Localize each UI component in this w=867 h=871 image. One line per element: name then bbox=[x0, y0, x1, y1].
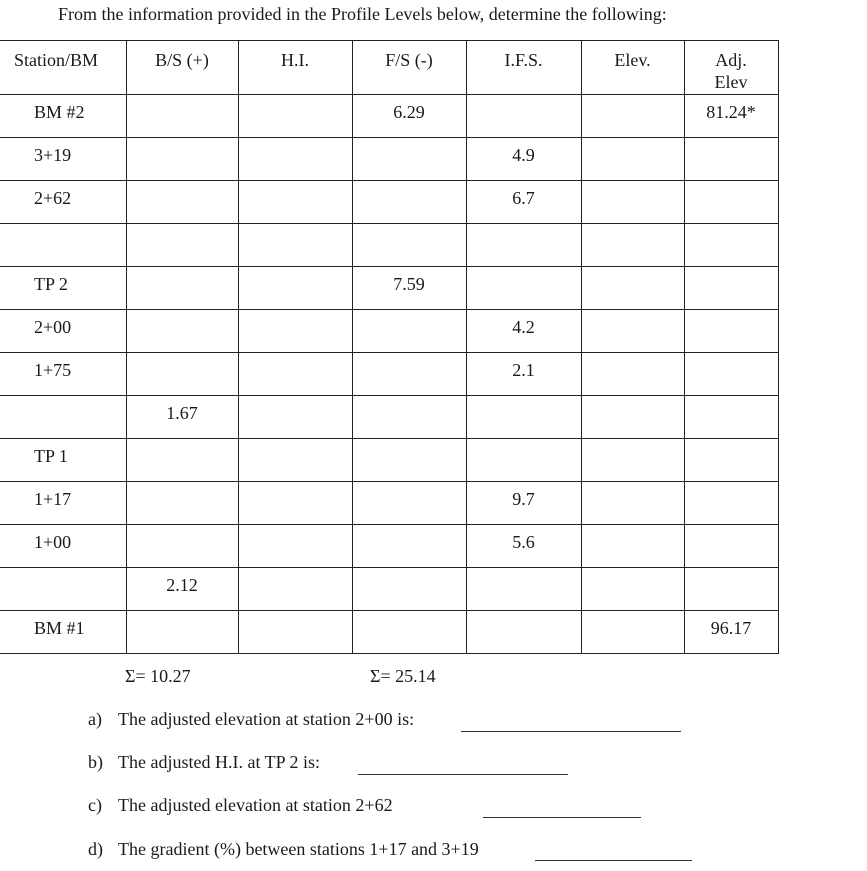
table-row bbox=[0, 611, 778, 654]
table-row bbox=[0, 224, 778, 267]
station-cell: TP 2 bbox=[0, 267, 126, 310]
bs-cell bbox=[126, 482, 238, 525]
hi-cell bbox=[238, 310, 352, 353]
answer-b-blank[interactable] bbox=[358, 774, 568, 775]
station-cell: TP 1 bbox=[0, 439, 126, 482]
hi-cell bbox=[238, 482, 352, 525]
adj-elev-cell bbox=[684, 439, 778, 482]
fs-cell: 6.29 bbox=[352, 95, 466, 138]
station-cell bbox=[0, 396, 126, 439]
station-cell: 1+75 bbox=[0, 353, 126, 396]
profile-levels-table bbox=[0, 40, 779, 654]
ifs-cell bbox=[466, 439, 581, 482]
station-cell: 1+00 bbox=[0, 525, 126, 568]
bs-cell bbox=[126, 525, 238, 568]
header-fs: F/S (-) bbox=[352, 41, 466, 95]
adj-elev-cell bbox=[684, 525, 778, 568]
fs-cell bbox=[352, 482, 466, 525]
adj-elev-cell: 96.17 bbox=[684, 611, 778, 654]
hi-cell bbox=[238, 611, 352, 654]
bs-cell bbox=[126, 138, 238, 181]
hi-cell bbox=[238, 353, 352, 396]
adj-elev-cell bbox=[684, 224, 778, 267]
fs-cell bbox=[352, 310, 466, 353]
table-row bbox=[0, 525, 778, 568]
bs-sum: Σ= 10.27 bbox=[125, 666, 191, 686]
table-row bbox=[0, 396, 778, 439]
table-row bbox=[0, 267, 778, 310]
ifs-cell bbox=[466, 95, 581, 138]
station-cell bbox=[0, 224, 126, 267]
table-row bbox=[0, 138, 778, 181]
elev-cell bbox=[581, 181, 684, 224]
table-row bbox=[0, 181, 778, 224]
adj-elev-cell bbox=[684, 181, 778, 224]
station-cell: 1+17 bbox=[0, 482, 126, 525]
header-elev: Elev. bbox=[581, 41, 684, 95]
question-d-letter: d) bbox=[88, 839, 103, 859]
adj-elev-cell bbox=[684, 310, 778, 353]
station-cell: BM #1 bbox=[0, 611, 126, 654]
fs-cell bbox=[352, 181, 466, 224]
adj-elev-cell bbox=[684, 568, 778, 611]
question-d-text: The gradient (%) between stations 1+17 and 3+19 bbox=[118, 839, 479, 859]
bs-cell bbox=[126, 224, 238, 267]
fs-sum: Σ= 25.14 bbox=[370, 666, 436, 686]
bs-cell: 2.12 bbox=[126, 568, 238, 611]
elev-cell bbox=[581, 95, 684, 138]
bs-cell bbox=[126, 181, 238, 224]
header-adj-elev-line1: Adj. bbox=[715, 50, 747, 70]
fs-cell bbox=[352, 224, 466, 267]
ifs-cell: 2.1 bbox=[466, 353, 581, 396]
hi-cell bbox=[238, 568, 352, 611]
hi-cell bbox=[238, 95, 352, 138]
question-a bbox=[88, 709, 414, 730]
hi-cell bbox=[238, 525, 352, 568]
table-row bbox=[0, 439, 778, 482]
header-adj-elev-line2: Elev bbox=[714, 72, 748, 92]
question-c bbox=[88, 795, 393, 816]
question-a-letter: a) bbox=[88, 709, 102, 729]
table-row bbox=[0, 95, 778, 138]
hi-cell bbox=[238, 396, 352, 439]
fs-cell bbox=[352, 611, 466, 654]
bs-cell bbox=[126, 439, 238, 482]
question-d bbox=[88, 839, 479, 860]
adj-elev-cell bbox=[684, 267, 778, 310]
hi-cell bbox=[238, 267, 352, 310]
adj-elev-cell bbox=[684, 138, 778, 181]
hi-cell bbox=[238, 439, 352, 482]
ifs-cell bbox=[466, 611, 581, 654]
header-station: Station/BM bbox=[0, 41, 126, 95]
fs-cell bbox=[352, 439, 466, 482]
adj-elev-cell bbox=[684, 396, 778, 439]
table-row bbox=[0, 568, 778, 611]
elev-cell bbox=[581, 525, 684, 568]
bs-cell bbox=[126, 267, 238, 310]
station-cell: 2+62 bbox=[0, 181, 126, 224]
header-hi: H.I. bbox=[238, 41, 352, 95]
elev-cell bbox=[581, 568, 684, 611]
header-adj-elev bbox=[684, 41, 778, 95]
station-cell: 2+00 bbox=[0, 310, 126, 353]
table-row bbox=[0, 310, 778, 353]
fs-cell bbox=[352, 568, 466, 611]
elev-cell bbox=[581, 482, 684, 525]
bs-cell bbox=[126, 611, 238, 654]
elev-cell bbox=[581, 224, 684, 267]
elev-cell bbox=[581, 138, 684, 181]
elev-cell bbox=[581, 353, 684, 396]
adj-elev-cell bbox=[684, 353, 778, 396]
adj-elev-cell bbox=[684, 482, 778, 525]
fs-cell bbox=[352, 138, 466, 181]
header-bs: B/S (+) bbox=[126, 41, 238, 95]
fs-cell bbox=[352, 525, 466, 568]
answer-d-blank[interactable] bbox=[535, 860, 692, 861]
elev-cell bbox=[581, 310, 684, 353]
bs-cell bbox=[126, 310, 238, 353]
fs-cell bbox=[352, 353, 466, 396]
ifs-cell: 4.9 bbox=[466, 138, 581, 181]
ifs-cell bbox=[466, 568, 581, 611]
question-c-text: The adjusted elevation at station 2+62 bbox=[118, 795, 393, 815]
ifs-cell bbox=[466, 396, 581, 439]
elev-cell bbox=[581, 439, 684, 482]
question-b-text: The adjusted H.I. at TP 2 is: bbox=[118, 752, 320, 772]
ifs-cell: 6.7 bbox=[466, 181, 581, 224]
station-cell bbox=[0, 568, 126, 611]
table-header-row bbox=[0, 41, 778, 95]
ifs-cell: 5.6 bbox=[466, 525, 581, 568]
ifs-cell bbox=[466, 224, 581, 267]
intro-text: From the information provided in the Profile Levels below, determine the following: bbox=[58, 4, 667, 24]
elev-cell bbox=[581, 267, 684, 310]
ifs-cell: 4.2 bbox=[466, 310, 581, 353]
question-b bbox=[88, 752, 320, 773]
station-cell: 3+19 bbox=[0, 138, 126, 181]
bs-cell: 1.67 bbox=[126, 396, 238, 439]
question-b-letter: b) bbox=[88, 752, 103, 772]
ifs-cell: 9.7 bbox=[466, 482, 581, 525]
answer-a-blank[interactable] bbox=[461, 731, 681, 732]
adj-elev-cell: 81.24* bbox=[684, 95, 778, 138]
header-ifs: I.F.S. bbox=[466, 41, 581, 95]
station-cell: BM #2 bbox=[0, 95, 126, 138]
elev-cell bbox=[581, 396, 684, 439]
table-row bbox=[0, 353, 778, 396]
question-a-text: The adjusted elevation at station 2+00 is: bbox=[118, 709, 415, 729]
fs-cell: 7.59 bbox=[352, 267, 466, 310]
question-c-letter: c) bbox=[88, 795, 102, 815]
bs-cell bbox=[126, 95, 238, 138]
table-row bbox=[0, 482, 778, 525]
ifs-cell bbox=[466, 267, 581, 310]
fs-cell bbox=[352, 396, 466, 439]
hi-cell bbox=[238, 224, 352, 267]
hi-cell bbox=[238, 181, 352, 224]
answer-c-blank[interactable] bbox=[483, 817, 641, 818]
bs-cell bbox=[126, 353, 238, 396]
hi-cell bbox=[238, 138, 352, 181]
elev-cell bbox=[581, 611, 684, 654]
